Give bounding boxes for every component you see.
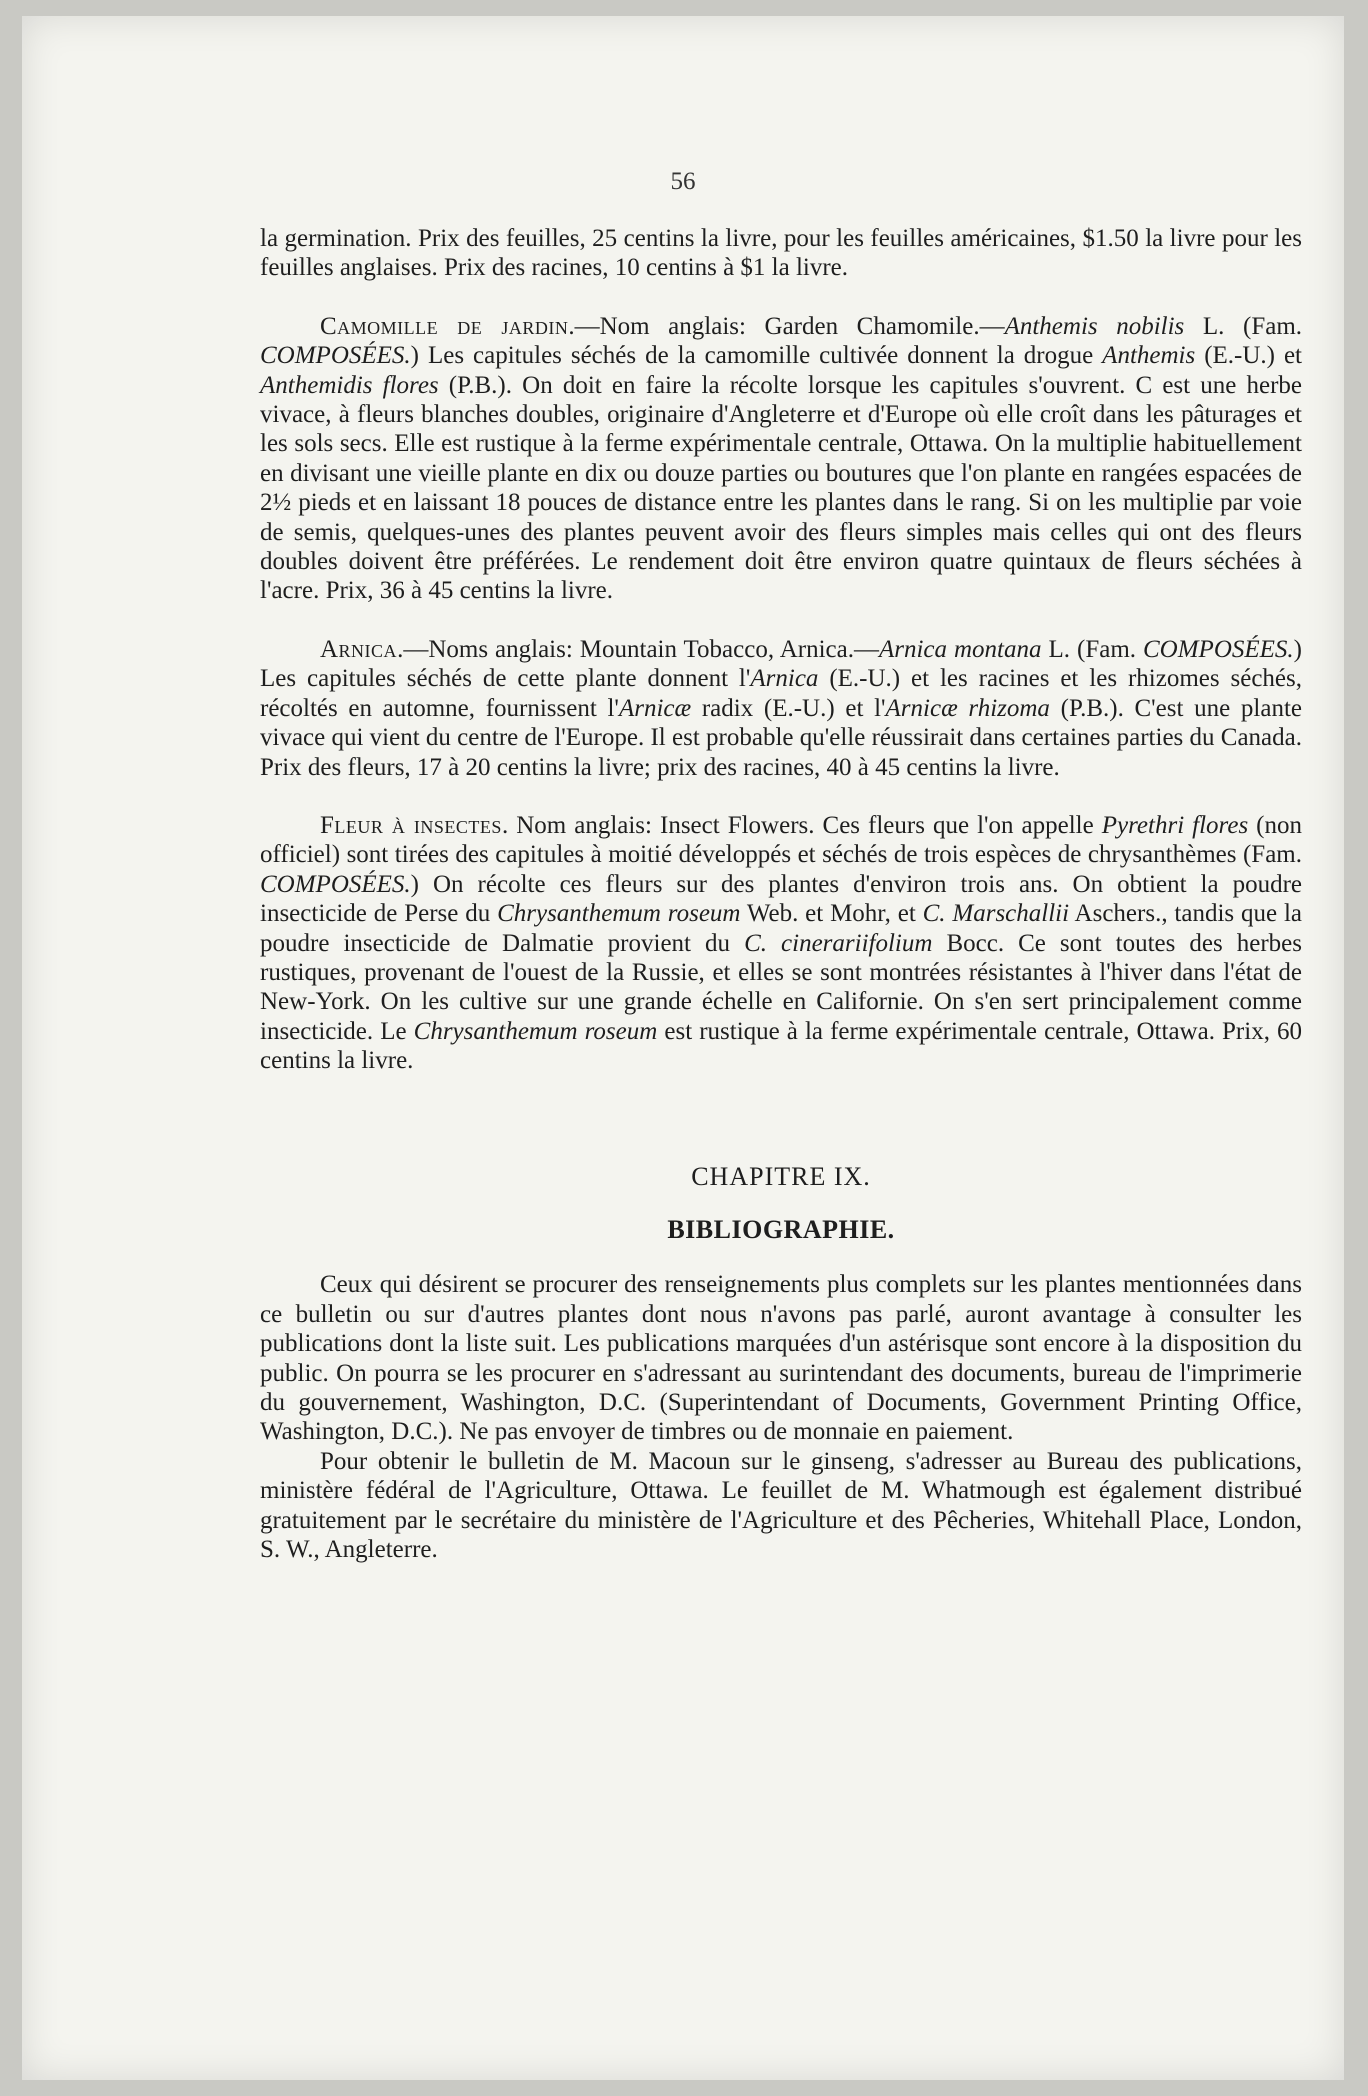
- entry-text: (P.B.). On doit en faire la récolte lorsque les capitules s'ouvrent. C est une herbe vivace, à fleurs blanches doubles, originaire d'Angleterre et d'Europe où elle croît dans les pâturages et les sols secs. Elle est rustique à la ferme expérimentale centrale, Ottawa. On la multiplie habituellement en divisant une vieille plante en dix ou douze parties ou boutures que l'on plante en rangées espacées de 2½ pieds et en laissant 18 pouces de distance entre les plantes dans le rang. Si on les multiplie par voie de semis, quelques-unes des plantes peuvent avoir des fleurs simples mais celles qui ont des fleurs doubles doivent être préférées. Le rendement doit être environ quatre quintaux de fleurs séchées à l'acre. Prix, 36 à 45 centins la livre.: [260, 371, 1302, 605]
- italic-text: Arnicæ rhizoma: [885, 694, 1050, 722]
- italic-text: Arnica montana: [878, 635, 1042, 663]
- italic-text: C. Marschallii: [922, 900, 1070, 928]
- italic-text: COMPOSÉES.: [260, 870, 411, 898]
- entry-text: L. (Fam.: [1041, 635, 1143, 663]
- entry-text: .—Noms anglais: Mountain Tobacco, Arnica.—: [397, 635, 879, 663]
- entry-text: (E.-U.) et les racines et les rhizomes séchés, récoltés en automne, fournissent l': [260, 665, 1302, 722]
- entry-heading: Fleur à insectes: [320, 811, 502, 839]
- entry-text: ) Les capitules séchés de cette plante donnent l': [260, 635, 1302, 693]
- entry-text: (E.-U.) et: [1195, 342, 1303, 370]
- bibliography-paragraph-1: Ceux qui désirent se procurer des renseignements plus complets sur les plantes mentionnées dans ce bulletin ou sur d'autres plantes dont nous n'avons pas parlé, auront avantage à consulter les publications dont la liste suit. Les publications marquées d'un astérisque sont encore à la disposition du public. On pourra se les procurer en s'adressant au surintendant des documents, bureau de l'imprimerie du gouvernement, Washington, D.C. (Superintendant of Documents, Government Printing Office, Washington, D.C.). Ne pas envoyer de timbres ou de monnaie en paiement.: [260, 1271, 1302, 1446]
- entry-text: ) Les capitules séchés de la camomille cultivée donnent la drogue: [410, 342, 1103, 370]
- entry-fleur-a-insectes: [260, 811, 1302, 1076]
- italic-text: COMPOSÉES.: [260, 342, 411, 370]
- italic-text: Anthemidis flores: [260, 371, 439, 399]
- italic-text: Chrysanthemum roseum: [497, 900, 741, 928]
- entry-heading: Arnica: [320, 635, 398, 663]
- entry-text: est rustique à la ferme expérimentale centrale, Ottawa. Prix, 60 centins la livre.: [260, 1017, 1303, 1075]
- entry-camomille: [260, 312, 1302, 606]
- chapter-heading: CHAPITRE IX.: [691, 1161, 871, 1191]
- continuation-paragraph: la germination. Prix des feuilles, 25 centins la livre, pour les feuilles américaines, $1.50 la livre pour les feuilles anglaises. Prix des racines, 10 centins à $1 la livre.: [260, 225, 1302, 282]
- entry-text: Bocc. Ce sont toutes des herbes rustiques, provenant de l'ouest de la Russie, et elles se sont montrées résistantes à l'hiver dans l'état de New-York. On les cultive sur une grande échelle en Californie. On s'en sert principalement comme insecticide. Le: [260, 929, 1302, 1045]
- italic-text: Chrysanthemum roseum: [413, 1017, 658, 1045]
- italic-text: COMPOSÉES.: [1143, 635, 1294, 663]
- page-number: 56: [670, 168, 696, 195]
- italic-text: Anthemis: [1102, 342, 1196, 370]
- entry-text: Aschers., tandis que la poudre insecticide de Dalmatie provient du: [260, 900, 1302, 957]
- entry-text: radix (E.-U.) et l': [691, 694, 886, 722]
- italic-text: Pyrethri flores: [1101, 811, 1249, 839]
- entry-heading: Camomille de jardin: [320, 312, 569, 340]
- entry-text: L. (Fam.: [1184, 312, 1303, 340]
- italic-text: Anthemis nobilis: [1004, 312, 1185, 340]
- italic-text: C. cinerariifolium: [744, 929, 933, 957]
- entry-text: (non officiel) sont tirées des capitules à moitié développés et séchés de trois espèces de chrysanthèmes (Fam.: [260, 811, 1303, 869]
- entry-text: ) On récolte ces fleurs sur des plantes d'environ trois ans. On obtient la poudre insecticide de Perse du: [260, 870, 1302, 928]
- bibliography-title: BIBLIOGRAPHIE.: [667, 1214, 895, 1244]
- scanned-page: [22, 16, 1344, 2080]
- entry-text: .—Nom anglais: Garden Chamomile.—: [568, 312, 1005, 340]
- entry-text: Web. et Mohr, et: [740, 900, 923, 928]
- page-content: [260, 224, 1302, 1564]
- italic-text: Arnicæ: [618, 694, 692, 722]
- italic-text: Arnica: [750, 665, 819, 693]
- entry-text: (P.B.). C'est une plante vivace qui vient du centre de l'Europe. Il est probable qu'elle réussirait dans certaines parties du Canada. Prix des fleurs, 17 à 20 centins la livre; prix des racines, 40 à 45 centins la livre.: [260, 694, 1302, 781]
- entry-arnica: [260, 635, 1302, 782]
- bibliography-paragraph-2: Pour obtenir le bulletin de M. Macoun sur le ginseng, s'adresser au Bureau des publications, ministère fédéral de l'Agriculture, Ottawa. Le feuillet de M. Whatmough est également distribué gratuitement par le secrétaire du ministère de l'Agriculture et des Pêcheries, Whitehall Place, London, S. W., Angleterre.: [260, 1447, 1302, 1564]
- entry-text: . Nom anglais: Insect Flowers. Ces fleurs que l'on appelle: [501, 811, 1102, 839]
